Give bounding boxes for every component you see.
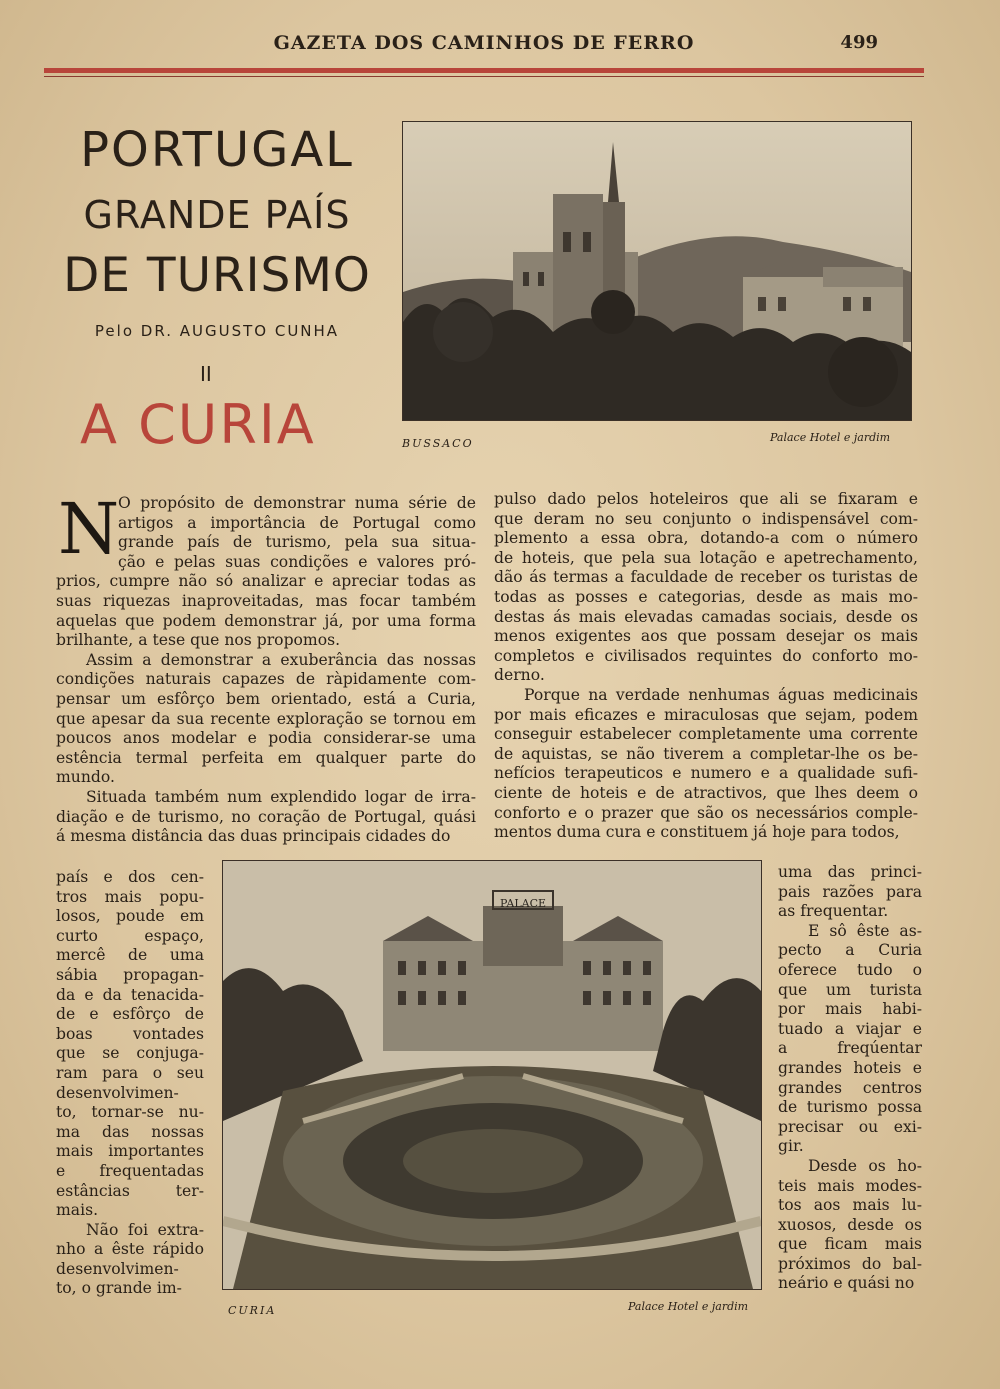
text-line: as frequentar. <box>778 902 889 921</box>
text-line: que apesar da sua recente exploração se tornou em <box>56 709 476 728</box>
text-line: tos aos mais lu- <box>778 1196 922 1215</box>
text-line: mais importantes <box>56 1142 204 1161</box>
left-column-narrow <box>56 868 204 1299</box>
text-line: Não foi extra- <box>86 1220 204 1239</box>
text-line: to, o grande im- <box>56 1279 182 1298</box>
curia-palace-photo <box>222 860 762 1290</box>
text-line: O propósito de demonstrar numa série de <box>118 494 476 512</box>
text-line: que deram no seu conjunto o indispensável com- <box>494 509 918 528</box>
text-line: losos, poude em <box>56 907 204 926</box>
text-line: estâncias ter- <box>56 1181 204 1200</box>
text-line: Assim a demonstrar a exuberância das nossas <box>86 650 476 669</box>
text-line: pecto a Curia <box>778 941 922 960</box>
text-line: grandes hoteis e <box>778 1058 922 1077</box>
text-line: to, tornar-se nu- <box>56 1103 204 1122</box>
header-thin-rule <box>44 76 924 77</box>
text-line: mercê de uma <box>56 946 204 965</box>
running-header <box>44 30 924 58</box>
text-line: estência termal perfeita em qualquer parte do <box>56 748 476 767</box>
text-line: da e da tenacida- <box>56 985 204 1004</box>
text-line: menos exigentes aos que possam desejar os mais <box>494 627 918 646</box>
text-line: oferece tudo o <box>778 960 922 979</box>
text-line: plemento a essa obra, dotando-a com o número <box>494 529 918 548</box>
text-line: á mesma distância das duas principais cidades do <box>56 827 451 846</box>
page-number: 499 <box>840 32 878 53</box>
text-line: gir. <box>778 1137 804 1156</box>
header-red-rule <box>44 68 924 73</box>
text-line: suas riquezas inaproveitadas, mas focar também <box>56 591 476 610</box>
text-line: nho a êste rápido <box>56 1240 204 1259</box>
text-line: curto espaço, <box>56 926 204 945</box>
text-line: de aquistas, se não tiverem a completar-lhe os be- <box>494 744 918 763</box>
text-line: e frequentadas <box>56 1161 204 1180</box>
text-line: boas vontades <box>56 1024 204 1043</box>
text-line: desenvolvimen- <box>56 1259 179 1278</box>
text-line: E sô êste as- <box>808 921 922 940</box>
text-line: de hoteis, que pela sua lotação e apetrechamento, <box>494 548 918 567</box>
text-line: ção e pelas suas condições e valores pró- <box>118 552 476 571</box>
text-line: ram para o seu <box>56 1063 204 1082</box>
text-line: que se conjuga- <box>56 1044 204 1063</box>
text-line: tros mais popu- <box>56 887 204 906</box>
bottom-photo-caption-location: CURIA <box>228 1304 277 1317</box>
text-line: pensar um esfôrço bem orientado, está a Curia, <box>56 689 476 708</box>
publication-title: GAZETA DOS CAMINHOS DE FERRO <box>273 32 695 54</box>
text-line: condições naturais capazes de ràpidamente com- <box>56 670 476 689</box>
bussaco-palace-photo <box>402 121 912 421</box>
text-line: aquelas que podem demonstrar já, por uma forma <box>56 611 476 630</box>
text-line: por mais eficazes e miraculosas que sejam, podem <box>494 705 918 724</box>
text-line: mundo. <box>56 768 115 787</box>
text-line: de turismo possa <box>778 1098 922 1117</box>
article-part-number: II <box>200 362 212 386</box>
text-line: sábia propagan- <box>56 965 204 984</box>
text-line: teis mais modes- <box>778 1176 922 1195</box>
article-byline: Pelo DR. AUGUSTO CUNHA <box>94 322 340 340</box>
text-line: brilhante, a tese que nos propomos. <box>56 631 341 650</box>
text-line: dão ás termas a faculdade de receber os turistas de <box>494 568 918 587</box>
text-line: poucos anos modelar e podia considerar-se uma <box>56 729 476 748</box>
left-column-top <box>56 488 476 847</box>
text-line: por mais habi- <box>778 1000 922 1019</box>
text-line: conforto e o prazer que são os necessários comple- <box>494 803 918 822</box>
text-line: Porque na verdade nenhumas águas medicinais <box>524 685 918 704</box>
section-title: A CURIA <box>80 393 316 456</box>
right-column-top <box>494 490 918 843</box>
text-line: país e dos cen- <box>56 868 204 886</box>
text-line: pulso dado pelos hoteleiros que ali se fixaram e <box>494 490 918 508</box>
right-column-narrow <box>778 863 922 1294</box>
text-line: derno. <box>494 666 545 685</box>
palace-rooftop-sign: PALACE <box>499 897 547 910</box>
text-line: ciente de hoteis e de atractivos, que lhes deem o <box>494 783 918 802</box>
text-line: mentos duma cura e constituem já hoje para todos, <box>494 823 900 842</box>
text-line: que ficam mais <box>778 1235 922 1254</box>
drop-cap: N <box>58 488 120 570</box>
text-line: Desde os ho- <box>808 1156 922 1175</box>
text-line: que um turista <box>778 980 922 999</box>
text-line: próximos do bal- <box>778 1254 922 1273</box>
text-line: xuosos, desde os <box>778 1215 922 1234</box>
article-title-line-3: DE TURISMO <box>63 248 371 303</box>
text-line: completos e civilisados requintes do conforto mo- <box>494 646 918 665</box>
text-line: mais. <box>56 1201 99 1220</box>
article-title-line-1: PORTUGAL <box>80 122 354 178</box>
text-line: grande país de turismo, pela sua situa- <box>118 533 476 552</box>
text-line: nefícios terapeuticos e numero e a qualidade sufi- <box>494 764 918 783</box>
text-line: de e esfôrço de <box>56 1005 204 1024</box>
text-line: grandes centros <box>778 1078 922 1097</box>
text-line: tuado a viajar e <box>778 1019 922 1038</box>
top-photo-caption-subject: Palace Hotel e jardim <box>770 431 891 444</box>
text-line: uma das princi- <box>778 863 922 881</box>
top-photo-caption-location: BUSSACO <box>402 437 474 450</box>
text-line: neário e quási no <box>778 1274 915 1293</box>
text-line: desenvolvimen- <box>56 1083 179 1102</box>
text-line: prios, cumpre não só analizar e apreciar todas as <box>56 572 476 591</box>
text-line: todas as posses e categorias, desde as mais mo- <box>494 587 918 606</box>
text-line: destas ás mais elevadas camadas sociais, desde os <box>494 607 918 626</box>
text-line: Situada também num explendido logar de irra- <box>86 787 476 806</box>
text-line: conseguir estabelecer completamente uma corrente <box>494 725 918 744</box>
article-title-line-2: GRANDE PAÍS <box>83 193 351 237</box>
bottom-photo-caption-subject: Palace Hotel e jardim <box>628 1300 749 1313</box>
text-line: ma das nossas <box>56 1122 204 1141</box>
text-line: diação e de turismo, no coração de Portugal, quási <box>56 807 476 826</box>
text-line: pais razões para <box>778 882 922 901</box>
text-line: a freqúentar <box>778 1039 922 1058</box>
text-line: artigos a importância de Portugal como <box>118 513 476 532</box>
text-line: precisar ou exi- <box>778 1117 922 1136</box>
